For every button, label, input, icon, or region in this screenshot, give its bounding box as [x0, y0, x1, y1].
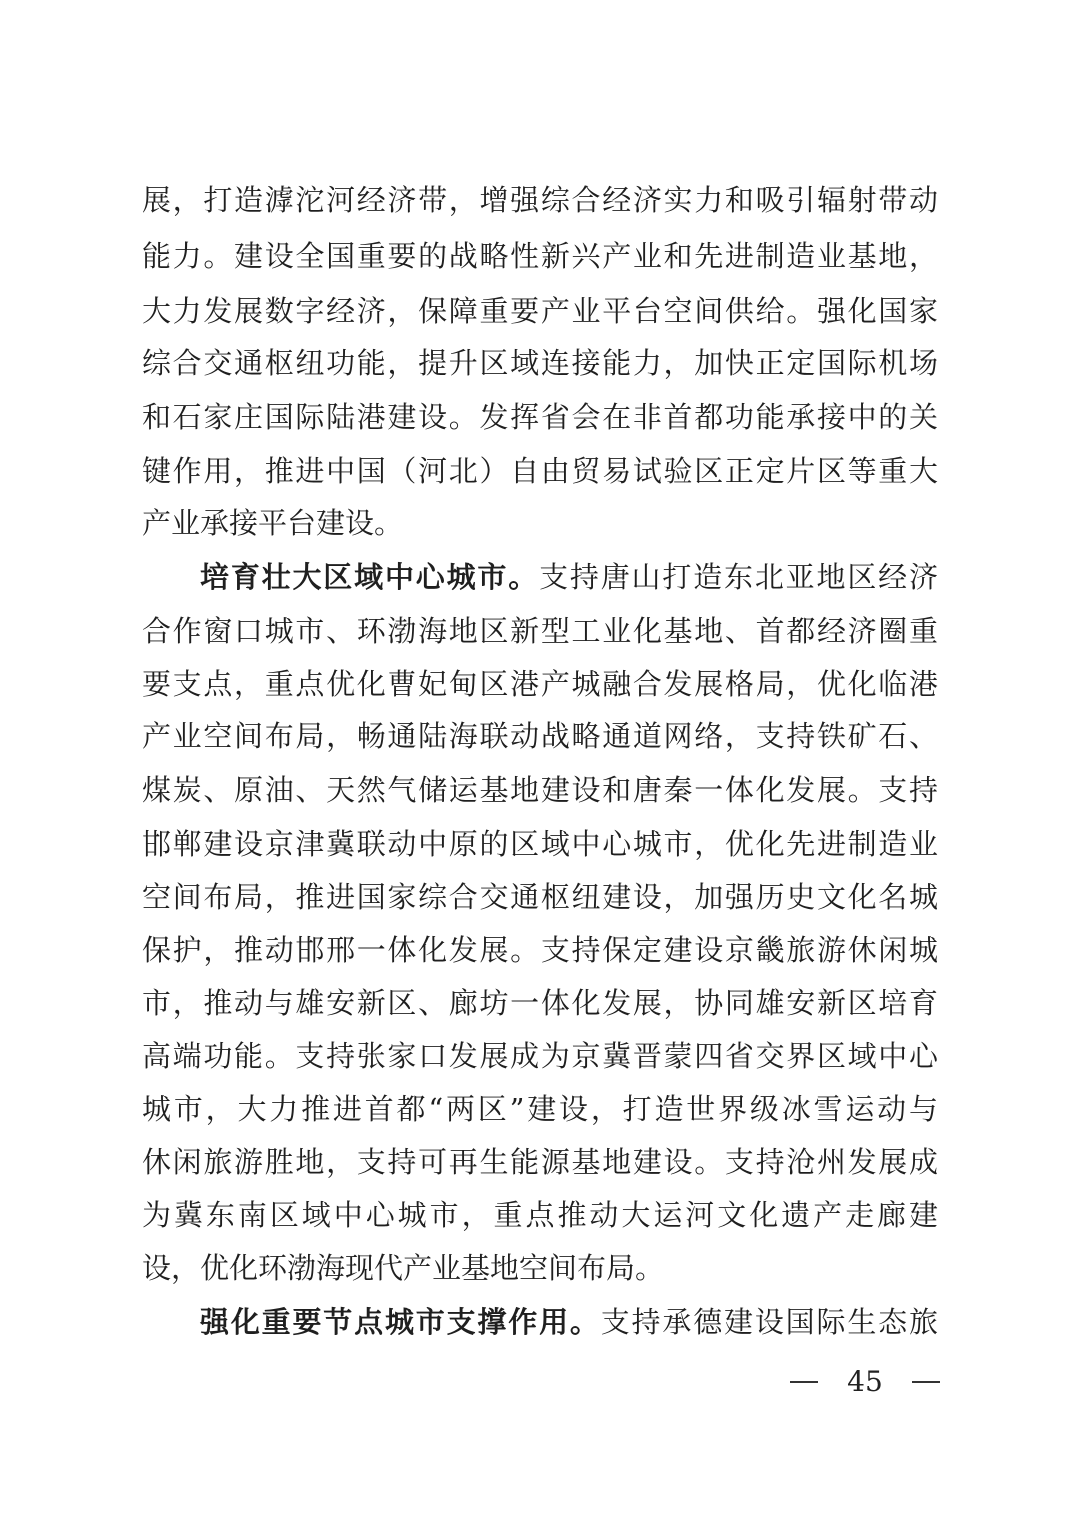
section-heading: 强化重要节点城市支撑作用。	[200, 1305, 601, 1339]
text-line: 键作用，推进中国（河北）自由贸易试验区正定片区等重大	[142, 454, 938, 488]
text-line: 邯郸建设京津冀联动中原的区域中心城市，优化先进制造业	[142, 827, 938, 861]
text-line: 市，推动与雄安新区、廊坊一体化发展，协同雄安新区培育	[142, 986, 938, 1020]
page-number: 45	[847, 1365, 883, 1398]
text-line: 城市，大力推进首都“两区”建设，打造世界级冰雪运动与	[142, 1092, 938, 1126]
text-line: 合作窗口城市、环渤海地区新型工业化基地、首都经济圈重	[142, 614, 938, 648]
text-line: 展，打造滹沱河经济带，增强综合经济实力和吸引辐射带动	[142, 183, 938, 217]
paragraph-first-line	[200, 1302, 938, 1342]
text-line: 保护，推动邯邢一体化发展。支持保定建设京畿旅游休闲城	[142, 933, 938, 967]
text-line: 能力。建设全国重要的战略性新兴产业和先进制造业基地，	[142, 239, 938, 273]
page-footer	[790, 1364, 940, 1400]
text-line: 为冀东南区域中心城市，重点推动大运河文化遗产走廊建	[142, 1198, 938, 1232]
text-line: 综合交通枢纽功能，提升区域连接能力，加快正定国际机场	[142, 346, 938, 380]
text-segment: 支持唐山打造东北亚地区经济	[539, 560, 938, 594]
text-line: 休闲旅游胜地，支持可再生能源基地建设。支持沧州发展成	[142, 1145, 938, 1179]
dash-left	[790, 1381, 818, 1383]
text-segment: 支持承德建设国际生态旅	[600, 1305, 938, 1339]
text-line: 产业承接平台建设。	[142, 506, 404, 540]
text-line: 设，优化环渤海现代产业基地空间布局。	[142, 1251, 665, 1285]
text-line: 产业空间布局，畅通陆海联动战略通道网络，支持铁矿石、	[142, 719, 938, 753]
text-line: 高端功能。支持张家口发展成为京冀晋蒙四省交界区域中心	[142, 1039, 938, 1073]
text-line: 和石家庄国际陆港建设。发挥省会在非首都功能承接中的关	[142, 400, 938, 434]
dash-right	[912, 1381, 940, 1383]
text-line: 大力发展数字经济，保障重要产业平台空间供给。强化国家	[142, 294, 938, 328]
paragraph-first-line	[200, 557, 938, 597]
text-line: 要支点，重点优化曹妃甸区港产城融合发展格局，优化临港	[142, 667, 938, 701]
section-heading: 培育壮大区域中心城市。	[200, 560, 540, 594]
text-line: 煤炭、原油、天然气储运基地建设和唐秦一体化发展。支持	[142, 773, 938, 807]
text-line: 空间布局，推进国家综合交通枢纽建设，加强历史文化名城	[142, 880, 938, 914]
